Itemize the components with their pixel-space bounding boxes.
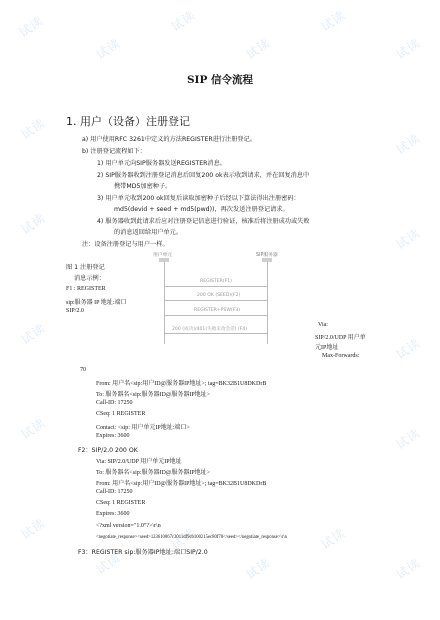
f2-cseq: CSeq: 1 REGISTER bbox=[96, 500, 146, 506]
watermark: 试读 bbox=[393, 335, 423, 363]
f1-max-forwards-label: Max-Forwards: bbox=[322, 353, 360, 359]
step-3: 3) 用户单元收到200 ok回复后读取加密种子后经以下算法得出注册密码： bbox=[97, 195, 300, 202]
f2-to: To: 服务器名<sip:服务器ID@服务器IP地址> bbox=[96, 470, 211, 476]
f1-max-forwards-value: 70 bbox=[80, 367, 86, 373]
message-arrow-f4 bbox=[165, 333, 267, 334]
message-arrow-f2 bbox=[165, 300, 267, 301]
figure-caption: 图 1 注册登记 bbox=[66, 264, 105, 271]
watermark: 试读 bbox=[318, 7, 348, 35]
f1-version: SIP/2.0 bbox=[66, 308, 84, 314]
message-label-f3: REGISTER+PSW(F3) bbox=[194, 308, 241, 313]
f1-via-label: Via: bbox=[318, 322, 328, 328]
f2-xml-declaration: <?xml version="1.0"?>\r\n bbox=[96, 523, 161, 529]
f2-via: Via: SIP/2.0/UDP 用户单元IP地址 bbox=[96, 459, 182, 465]
f2-from: From: 用户名<sip:用户ID@服务器IP地址>; tag=BK32B1U8DKDrB bbox=[96, 481, 267, 487]
f2-call-id: Call-ID: 17250 bbox=[96, 489, 133, 495]
f3-request-line: F3：REGISTER sip:服务器IP地址:端口SIP/2.0 bbox=[78, 549, 208, 556]
watermark: 试读 bbox=[168, 525, 198, 553]
f1-request-uri: sip:服务器 IP 地址:端口 bbox=[66, 300, 127, 306]
f2-negotiate-response: <negotiate_response><seed>123610067c3011df9cb100215ec80f78</seed></negotiate_response>\r\n bbox=[96, 535, 287, 540]
f2-expires: Expires: 3600 bbox=[96, 511, 130, 517]
section-heading: 1. 用户（设备）注册登记 bbox=[66, 115, 190, 128]
watermark: 试读 bbox=[168, 7, 198, 35]
f2-status-line: F2：SIP/2.0 200 OK bbox=[78, 447, 138, 454]
watermark: 试读 bbox=[18, 515, 48, 543]
actor-sip-server: SIP服务器 bbox=[256, 253, 278, 258]
watermark: 试读 bbox=[393, 225, 423, 253]
f1-cseq: CSeq: 1 REGISTER bbox=[96, 411, 146, 417]
item-b: b) 注册登记流程如下： bbox=[82, 148, 146, 155]
watermark: 试读 bbox=[93, 35, 123, 63]
message-label-f1: REGISTER(F1) bbox=[200, 279, 232, 284]
step-2-cont: 携带MD5加密种子。 bbox=[114, 183, 172, 190]
watermark: 试读 bbox=[16, 13, 46, 41]
watermark: 试读 bbox=[393, 130, 423, 158]
message-example-label: 消息示例： bbox=[74, 275, 105, 282]
message-arrow-f3 bbox=[165, 315, 267, 316]
watermark: 试读 bbox=[18, 415, 48, 443]
watermark: 试读 bbox=[18, 210, 48, 238]
f1-expires: Expires: 3600 bbox=[96, 433, 130, 439]
watermark: 试读 bbox=[393, 35, 423, 63]
watermark: 试读 bbox=[243, 35, 273, 63]
watermark: 试读 bbox=[243, 555, 273, 583]
message-arrow-f1 bbox=[165, 286, 267, 287]
message-label-f2: 200 OK (SEED)(F2) bbox=[197, 293, 241, 298]
watermark: 试读 bbox=[318, 525, 348, 553]
lifeline-user bbox=[164, 262, 165, 344]
f1-call-id: Call-ID: 17250 bbox=[96, 400, 133, 406]
page-title: SIP 信令流程 bbox=[186, 74, 254, 86]
step-4-cont: 的消息返回给用户单元。 bbox=[114, 229, 183, 236]
note: 注：设备注册登记与用户一样。 bbox=[82, 241, 169, 248]
message-label-f4: 200 (成功)/401(失败未改会话) (F4) bbox=[172, 327, 248, 332]
watermark: 试读 bbox=[18, 115, 48, 143]
f1-via-value-cont: 元IP地址 bbox=[315, 345, 339, 351]
watermark: 试读 bbox=[393, 425, 423, 453]
f1-via-value: SIP/2.0/UDP 用户单 bbox=[315, 335, 366, 341]
actor-user-unit: 用户单元 bbox=[153, 253, 173, 258]
step-2: 2) SIP服务器收到注册登记消息后回复200 ok表示收到请求，并在回复消息中 bbox=[97, 172, 310, 179]
step-1: 1) 用户单元向SIP服务器发送REGISTER消息。 bbox=[97, 160, 226, 167]
f1-request-line: F1 : REGISTER bbox=[66, 286, 106, 292]
lifeline-server bbox=[267, 262, 268, 344]
step-3-cont: md5(devid + seed + md5(pwd))，再次发送注册登记请求。 bbox=[114, 206, 289, 213]
item-a: a) 用户使用RFC 3261中定义的方法REGISTER进行注册登记。 bbox=[82, 136, 256, 143]
f1-contact: Contact: <sip: 用户单元IP地址:端口> bbox=[96, 425, 190, 431]
f1-to: To: 服务器名<sip:服务器ID@服务器IP地址> bbox=[96, 392, 211, 398]
f1-from: From: 用户名<sip:用户ID@服务器IP地址>; tag=BK32B1U8DKDrB bbox=[96, 381, 267, 387]
watermark: 试读 bbox=[393, 555, 423, 583]
step-4: 4) 服务器收到此请求后应对注册登记信息进行验证，核准后将注册成功或失败 bbox=[97, 218, 310, 225]
watermark: 试读 bbox=[93, 550, 123, 578]
watermark: 试读 bbox=[18, 320, 48, 348]
